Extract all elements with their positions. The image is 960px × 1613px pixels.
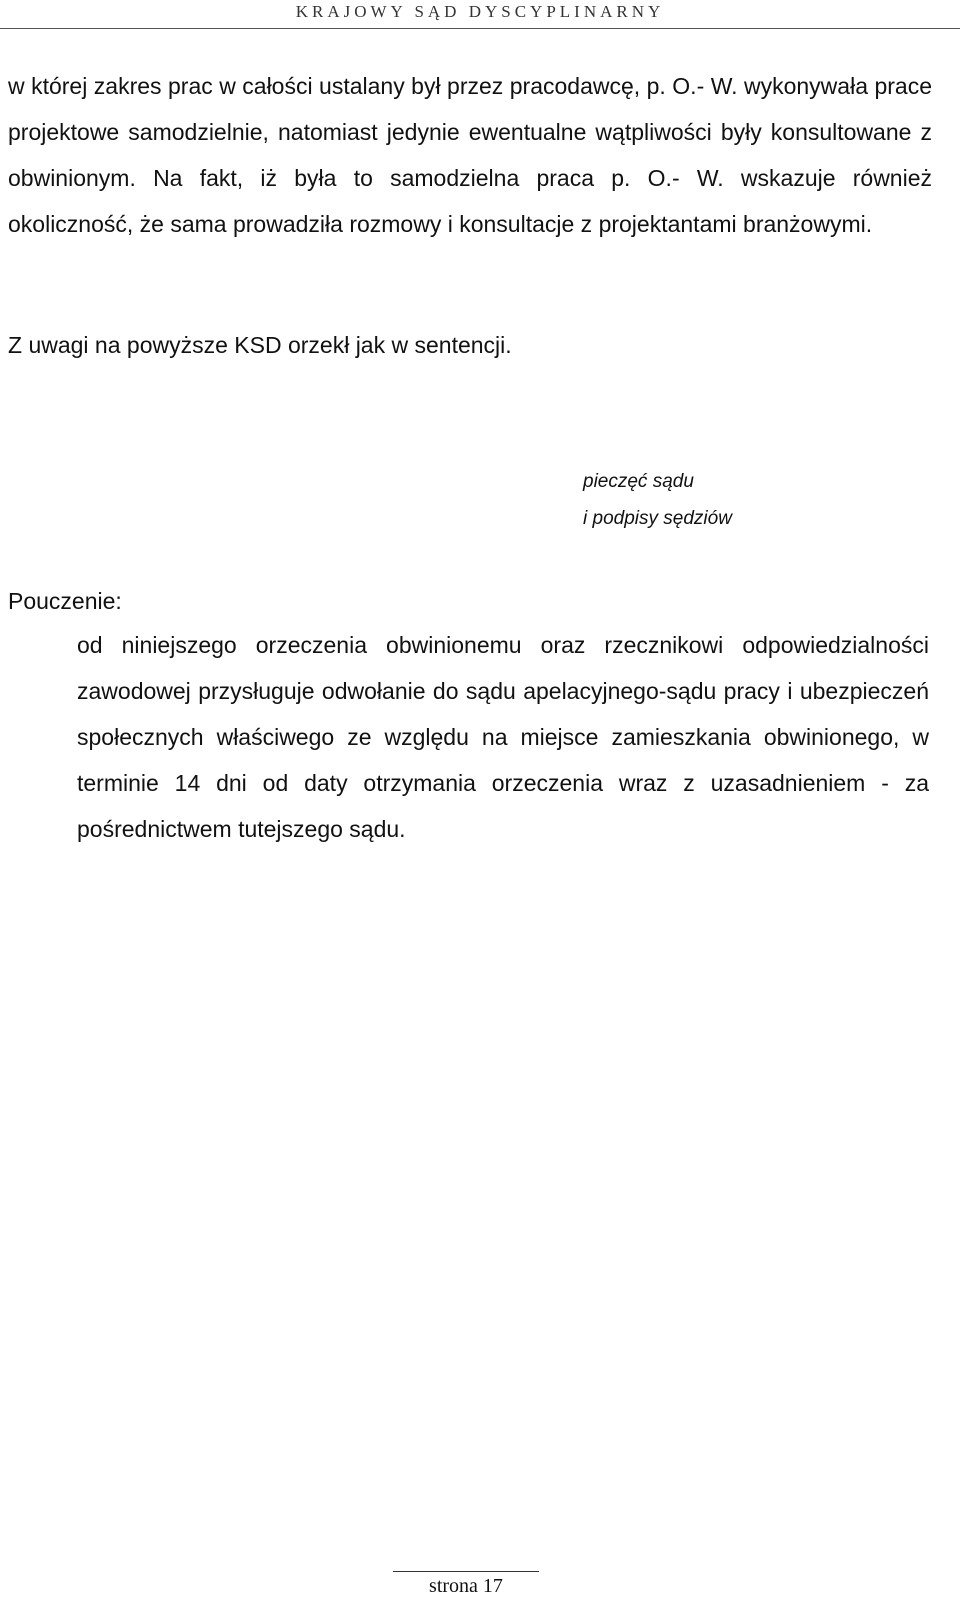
body-paragraph-reasoning: w której zakres prac w całości ustalany był przez pracodawcę, p. O.- W. wykonywała prace projektowe samodzielnie, natomiast jedynie ewentualne wątpliwości były konsultowane z obwinionym. Na fakt, iż była to samodzielna praca p. O.- W. wskazuje również okoliczność, że sama prowadziła rozmowy i konsultacje z projektantami branżowymi. (8, 73, 932, 237)
header-divider (0, 28, 960, 29)
footer-divider (393, 1571, 539, 1572)
stamp-line-signatures: i podpisy sędziów (583, 508, 732, 529)
stamp-line-seal: pieczęć sądu (583, 471, 694, 492)
instruction-label: Pouczenie: (8, 588, 122, 614)
page-number: strona 17 (429, 1575, 503, 1597)
signature-placeholder (583, 463, 903, 537)
instruction-text: od niniejszego orzeczenia obwinionemu oraz rzecznikowi odpowiedzialności zawodowej przysługuje odwołanie do sądu apelacyjnego-sądu pracy i ubezpieczeń społecznych właściwego ze względu na miejsce zamieszkania obwinionego, w terminie 14 dni od daty otrzymania orzeczenia wraz z uzasadnieniem - za pośrednictwem tutejszego sądu. (77, 632, 929, 842)
page-header-title: KRAJOWY SĄD DYSCYPLINARNY (295, 2, 665, 21)
body-paragraph-conclusion: Z uwagi na powyższe KSD orzekł jak w sentencji. (8, 332, 512, 358)
